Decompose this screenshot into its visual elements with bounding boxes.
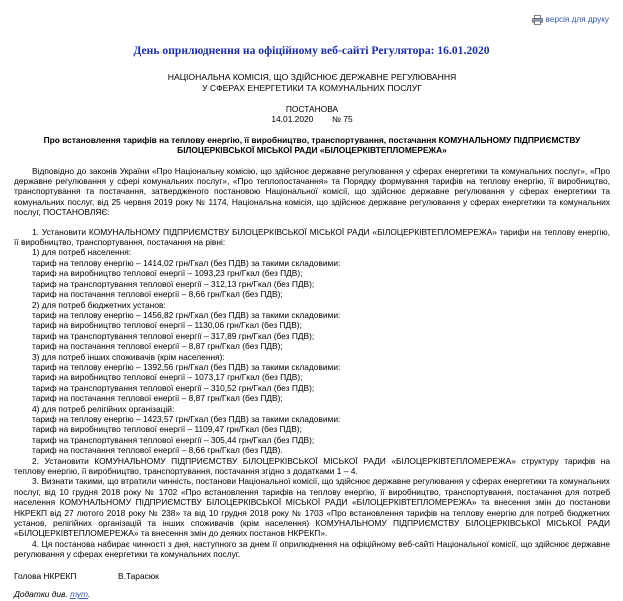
- tariff-groups: [14, 247, 610, 455]
- tariff-line: тариф на транспортування теплової енергії – 305,44 грн/Гкал (без ПДВ);: [32, 434, 315, 445]
- tariff-line: тариф на виробництво теплової енергії – 1073,17 грн/Гкал (без ПДВ);: [32, 372, 303, 383]
- tariff-line: тариф на виробництво теплової енергії – 1130,06 грн/Гкал (без ПДВ);: [32, 320, 302, 331]
- decree-document: [14, 72, 610, 599]
- decree-date-number: [14, 114, 610, 124]
- item-4: 4. Ця постанова набирає чинності з дня, наступного за днем її оприлюднення на офіційному веб-сайті Національної комісії, що здійснює державне регулювання у сферах енергетики та комунальних послуг.: [14, 538, 610, 560]
- signatory-position: Голова НКРЕКП: [14, 570, 77, 581]
- appendix-note: [14, 589, 610, 599]
- appendix-note-suffix: .: [87, 589, 91, 600]
- signature-block: [14, 571, 610, 581]
- group-heading: 2) для потреб бюджетних установ:: [32, 299, 166, 310]
- tariff-line: тариф на постачання теплової енергії – 8,87 грн/Гкал (без ПДВ);: [32, 393, 283, 404]
- tariff-line: тариф на теплову енергію – 1414,02 грн/Гкал (без ПДВ) за такими складовими:: [32, 257, 341, 268]
- group-heading: 1) для потреб населення:: [32, 247, 132, 258]
- signatory-name: В.Тарасюк: [118, 570, 159, 581]
- decree-title: Про встановлення тарифів на теплову енергію, її виробництво, транспортування, постачання КОМУНАЛЬНОМУ ПІДПРИЄМСТВУ БІЛОЦЕРКІВСЬКОЇ МІСЬКОЇ РАДИ «БІЛОЦЕРКІВТЕПЛОМЕРЕЖА»: [43, 134, 581, 156]
- tariff-line: тариф на транспортування теплової енергії – 310,52 грн/Гкал (без ПДВ);: [32, 382, 315, 393]
- group-heading: 3) для потреб інших споживачів (крім населення):: [32, 351, 225, 362]
- item-3: 3. Визнати такими, що втратили чинність, постанови Національної комісії, що здійснює державне регулювання у сферах енергетики та комунальних послуг, від 10 грудня 2018 року № 1702 «Про встановлення тарифів на теплову енергію, її виробництво, транспортування, постачання для потреб населення КОМУНАЛЬНОМУ ПІДПРИЄМСТВУ БІЛОЦЕРКІВСЬКОЇ МІСЬКОЇ РАДИ «БІЛОЦЕРКІВТЕПЛОМЕРЕЖА» та внесення змін до постанови НКРЕКП від 27 лютого 2018 року № 238» та від 10 грудня 2018 року № 1703 «Про встановлення тарифів на теплову енергію для потреб бюджетних установ, релігійних організацій та інших споживачів (крім населення) КОМУНАЛЬНОМУ ПІДПРИЄМСТВУ БІЛОЦЕРКІВСЬКОЇ МІСЬКОЇ РАДИ «БІЛОЦЕРКІВТЕПЛОМЕРЕЖА» та внесення змін до деяких постанов НКРЕКП».: [14, 476, 610, 539]
- issuing-body-line-2: У СФЕРАХ ЕНЕРГЕТИКИ ТА КОМУНАЛЬНИХ ПОСЛУГ: [202, 83, 422, 93]
- tariff-line: тариф на постачання теплової енергії – 8,66 грн/Гкал (без ПДВ);: [32, 289, 283, 300]
- document-type: ПОСТАНОВА: [285, 104, 339, 114]
- decree-date: 14.01.2020: [271, 114, 314, 125]
- appendix-link[interactable]: тут: [70, 589, 88, 600]
- preamble: Відповідно до законів України «Про Національну комісію, що здійснює державне регулювання у сферах енергетики та комунальних послуг», «Про державне регулювання у сфері комунальних послуг», «Про теплопостачання» та Порядку формування тарифів на теплову енергію, її виробництво, транспортування та постачання, затвердженого постановою Національної комісії, що здійснює державне регулювання у сферах енергетики та комунальних послуг, від 25 червня 2019 року № 1174, Національна комісія, що здійснює державне регулювання у сферах енергетики та комунальних послуг, ПОСТАНОВЛЯЄ:: [14, 165, 610, 218]
- decree-number: № 75: [331, 114, 353, 125]
- tariff-line: тариф на виробництво теплової енергії – 1109,47 грн/Гкал (без ПДВ);: [32, 424, 302, 435]
- item-1-intro: 1. Установити КОМУНАЛЬНОМУ ПІДПРИЄМСТВУ БІЛОЦЕРКІВСЬКОЇ МІСЬКОЇ РАДИ «БІЛОЦЕРКІВТЕПЛОМЕРЕЖА» тарифи на теплову енергію, її виробництво, транспортування, постачання на рівні:: [14, 226, 610, 248]
- publication-date: День оприлюднення на офіційному веб-сайті Регулятора: 16.01.2020: [133, 44, 490, 57]
- printer-icon: [532, 15, 543, 25]
- tariff-line: тариф на транспортування теплової енергії – 312,13 грн/Гкал (без ПДВ);: [32, 278, 315, 289]
- tariff-line: тариф на транспортування теплової енергії – 317,89 грн/Гкал (без ПДВ);: [32, 330, 315, 341]
- tariff-line: тариф на виробництво теплової енергії – 1093,23 грн/Гкал (без ПДВ);: [32, 268, 303, 279]
- tariff-line: тариф на теплову енергію – 1456,82 грн/Гкал (без ПДВ) за такими складовими:: [32, 309, 341, 320]
- appendix-note-prefix: Додатки див.: [14, 589, 68, 600]
- tariff-line: тариф на теплову енергію – 1392,56 грн/Гкал (без ПДВ) за такими складовими:: [32, 361, 341, 372]
- tariff-line: тариф на теплову енергію – 1423,57 грн/Гкал (без ПДВ) за такими складовими:: [32, 413, 341, 424]
- tariff-line: тариф на постачання теплової енергії – 8,66 грн/Гкал (без ПДВ).: [32, 445, 283, 456]
- group-heading: 4) для потреб релігійних організацій:: [32, 403, 175, 414]
- tariff-line: тариф на постачання теплової енергії – 8,87 грн/Гкал (без ПДВ);: [32, 341, 283, 352]
- issuing-body-line-1: НАЦІОНАЛЬНА КОМІСІЯ, ЩО ЗДІЙСНЮЄ ДЕРЖАВНЕ РЕГУЛЮВАННЯ: [167, 72, 457, 82]
- issuing-body: [14, 72, 610, 94]
- print-version-label[interactable]: версія для друку: [545, 15, 609, 24]
- item-2: 2. Установити КОМУНАЛЬНОМУ ПІДПРИЄМСТВУ БІЛОЦЕРКІВСЬКОЇ МІСЬКОЇ РАДИ «БІЛОЦЕРКІВТЕПЛОМЕРЕЖА» структуру тарифів на теплову енергію, її виробництво, транспортування, постачання згідно з додатками 1 – 4.: [14, 455, 610, 476]
- print-version-link[interactable]: [532, 15, 609, 25]
